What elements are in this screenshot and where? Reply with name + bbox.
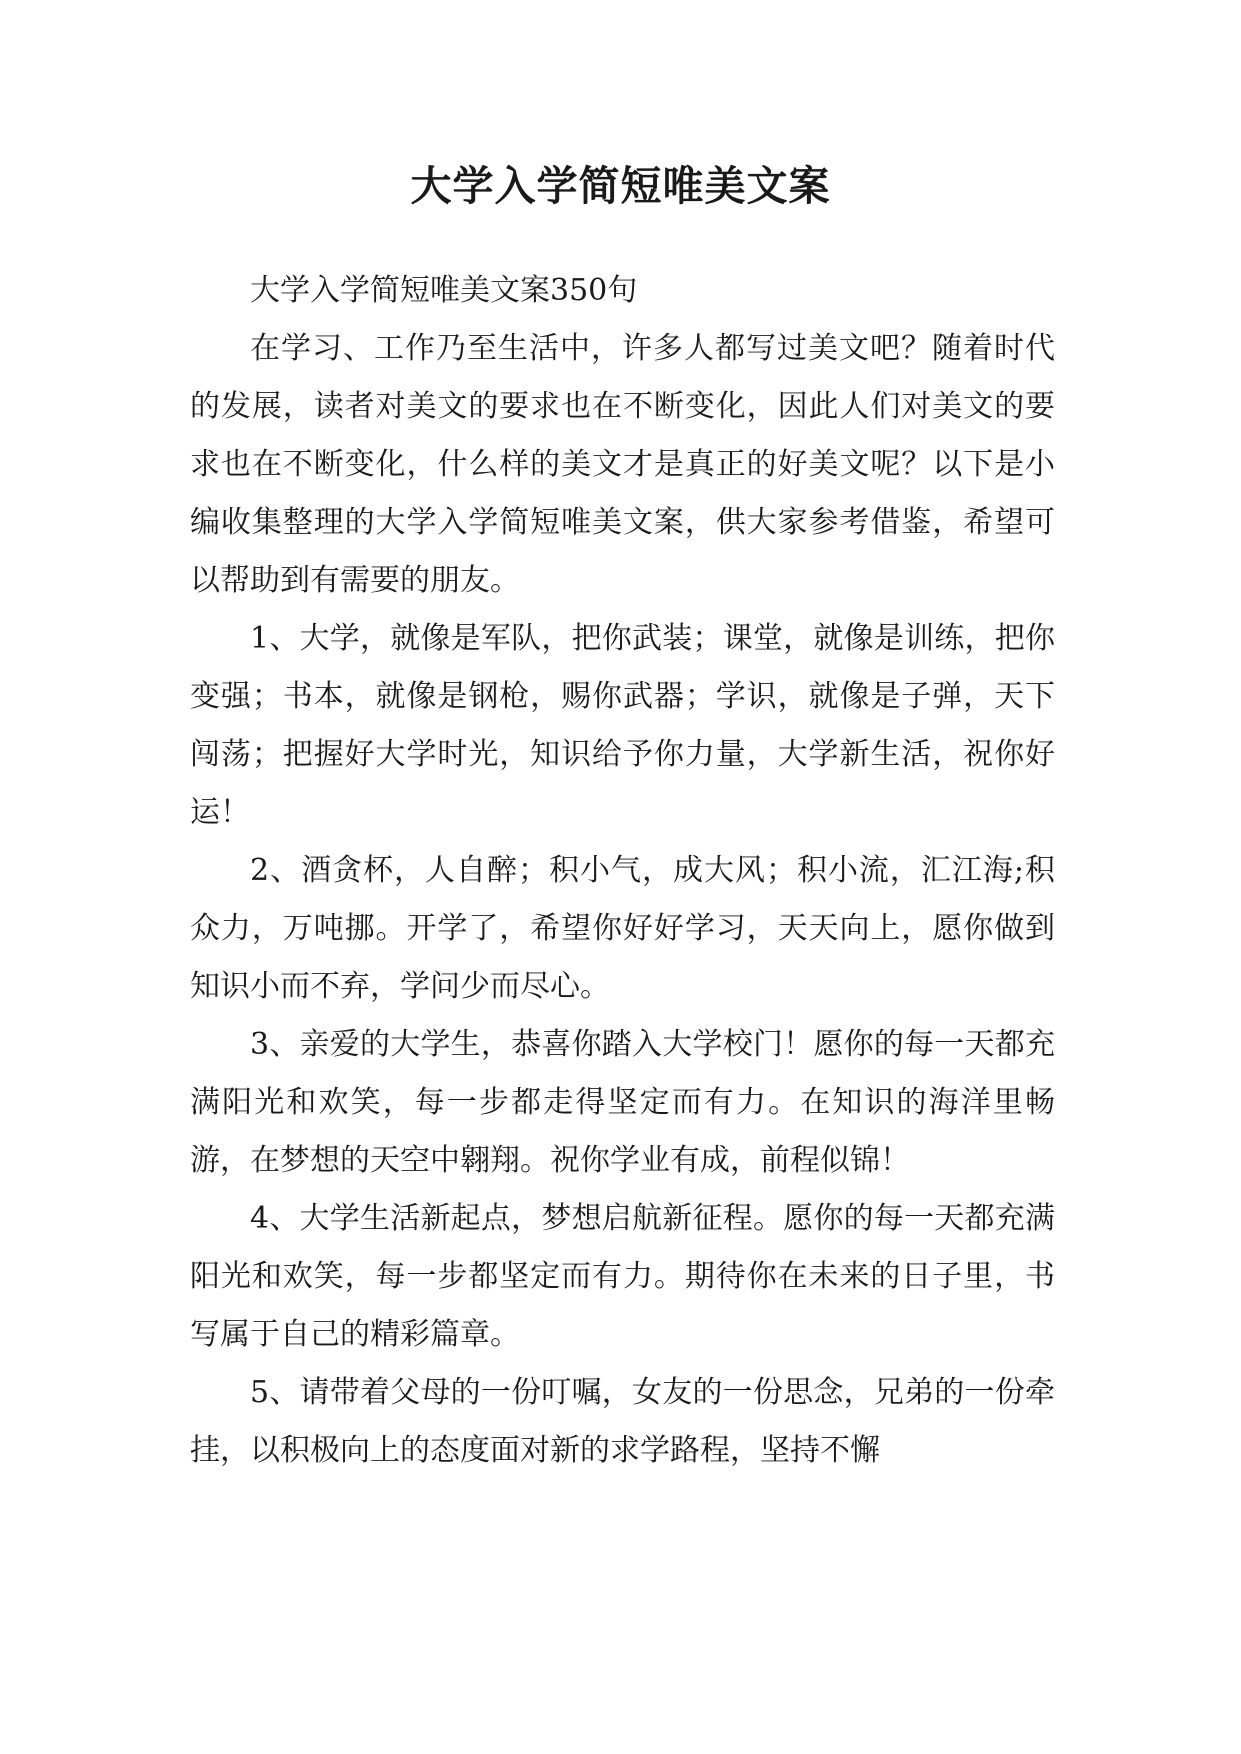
quote-paragraph-5: 5、请带着父母的一份叮嘱，女友的一份思念，兄弟的一份牵挂，以积极向上的态度面对新的求学路程，坚持不懈 xyxy=(190,1375,1055,1468)
document-title: 大学入学简短唯美文案 xyxy=(410,162,831,210)
quote-paragraph-1: 1、大学，就像是军队，把你武装；课堂，就像是训练，把你变强；书本，就像是钢枪，赐你武器；学识，就像是子弹，天下闯荡；把握好大学时光，知识给予你力量，大学新生活，祝你好运！ xyxy=(190,621,1055,830)
intro-paragraph: 在学习、工作乃至生活中，许多人都写过美文吧？随着时代的发展，读者对美文的要求也在不断变化，因此人们对美文的要求也在不断变化，什么样的美文才是真正的好美文呢？以下是小编收集整理的大学入学简短唯美文案，供大家参考借鉴，希望可以帮助到有需要的朋友。 xyxy=(190,331,1055,598)
document-body xyxy=(190,262,1055,1480)
subtitle-paragraph: 大学入学简短唯美文案350句 xyxy=(250,273,638,308)
quote-paragraph-4: 4、大学生活新起点，梦想启航新征程。愿你的每一天都充满阳光和欢笑，每一步都坚定而有力。期待你在未来的日子里，书写属于自己的精彩篇章。 xyxy=(190,1201,1055,1352)
quote-paragraph-3: 3、亲爱的大学生，恭喜你踏入大学校门！愿你的每一天都充满阳光和欢笑，每一步都走得坚定而有力。在知识的海洋里畅游，在梦想的天空中翱翔。祝你学业有成，前程似锦！ xyxy=(190,1027,1055,1178)
quote-paragraph-2: 2、酒贪杯，人自醉；积小气，成大风；积小流，汇江海;积众力，万吨挪。开学了，希望你好好学习，天天向上，愿你做到知识小而不弃，学问少而尽心。 xyxy=(190,853,1055,1004)
